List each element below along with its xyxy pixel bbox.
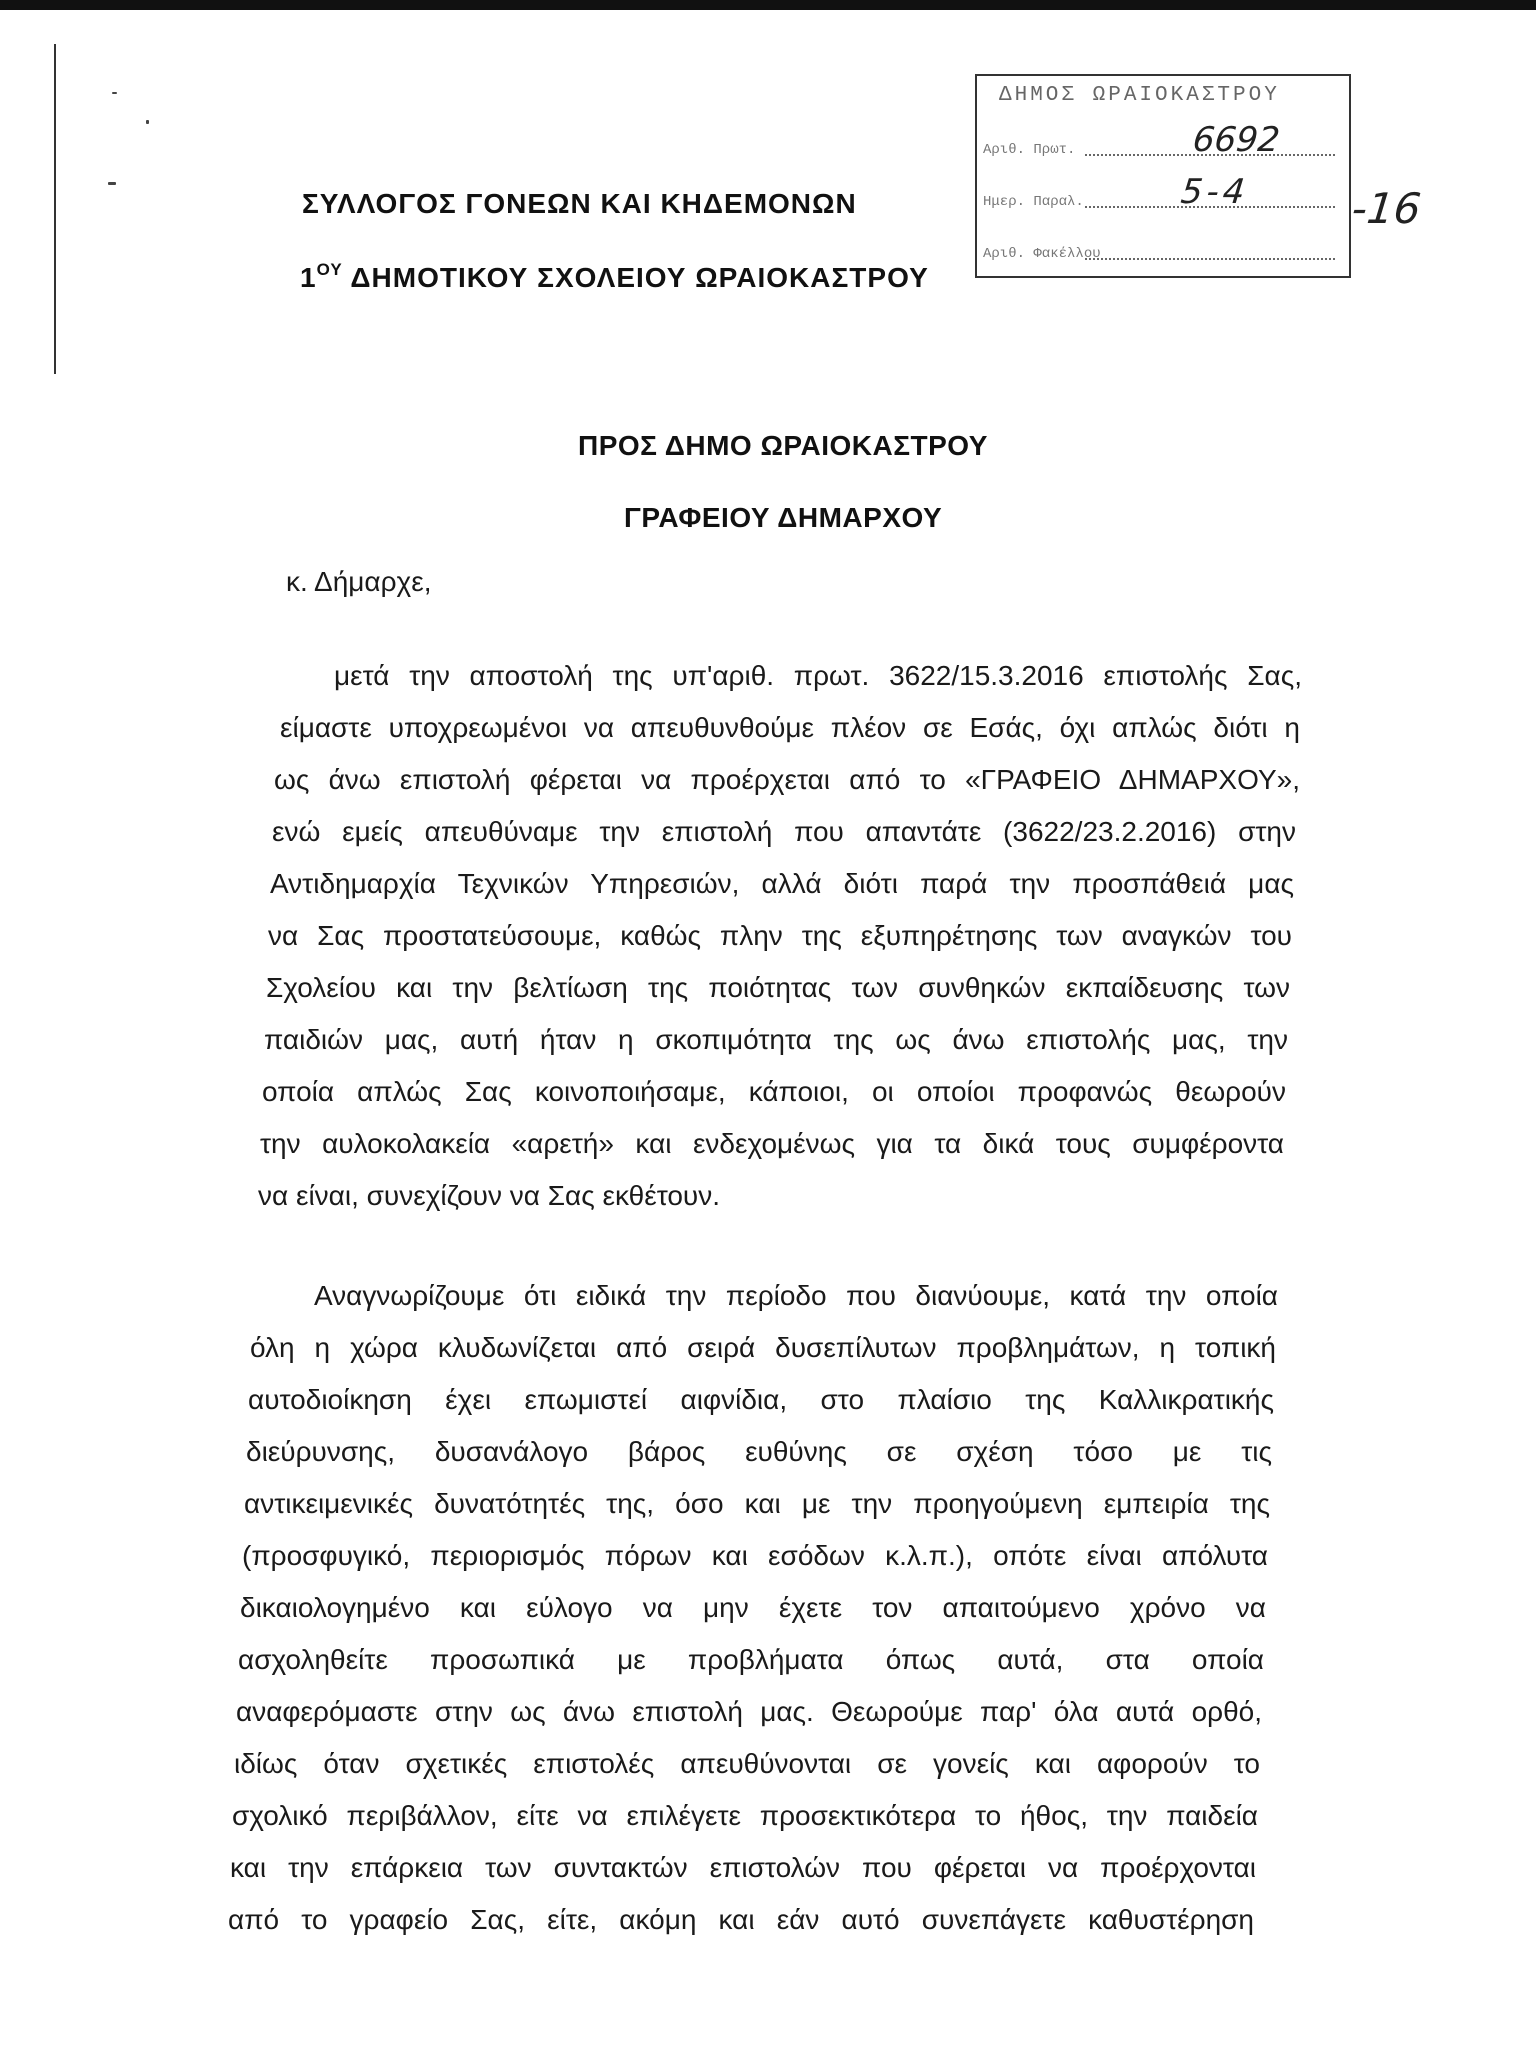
paragraph2-line: δικαιολογημένο και εύλογο να μην έχετε τον απαιτούμενο χρόνο να: [240, 1592, 1266, 1623]
sender-school: [300, 262, 929, 294]
salutation: κ. Δήμαρχε,: [286, 566, 432, 597]
paragraph2-line: σχολικό περιβάλλον, είτε να επιλέγετε προσεκτικότερα το ήθος, την παιδεία: [232, 1800, 1258, 1831]
scan-speck: [112, 92, 117, 94]
paragraph1-line: Αντιδημαρχία Τεχνικών Υπηρεσιών, αλλά διότι παρά την προσπάθειά μας: [270, 868, 1294, 899]
paragraph2-line: ιδίως όταν σχετικές επιστολές απευθύνονται σε γονείς και αφορούν το: [234, 1748, 1260, 1779]
sender-school-number: 1: [300, 262, 317, 293]
paragraph2-line: όλη η χώρα κλυδωνίζεται από σειρά δυσεπίλυτων προβλημάτων, η τοπική: [250, 1332, 1276, 1363]
paragraph2-line: και την επάρκεια των συντακτών επιστολών που φέρεται να προέρχονται: [230, 1852, 1256, 1883]
paragraph1-line: να είναι, συνεχίζουν να Σας εκθέτουν.: [258, 1180, 721, 1211]
paragraph2-line: αναφερόμαστε στην ως άνω επιστολή μας. Θεωρούμε παρ' όλα αυτά ορθό,: [236, 1696, 1262, 1727]
paragraph1-line: μετά την αποστολή της υπ'αριθ. πρωτ. 3622/15.3.2016 επιστολής Σας,: [334, 660, 1302, 691]
paragraph1-line: οποία απλώς Σας κοινοποιήσαμε, κάποιοι, οι οποίοι προφανώς θεωρούν: [262, 1076, 1286, 1107]
recipient-municipality: ΠΡΟΣ ΔΗΜΟ ΩΡΑΙΟΚΑΣΤΡΟΥ: [578, 430, 988, 461]
paragraph1-line: την αυλοκολακεία «αρετή» και ενδεχομένως για τα δικά τους συμφέροντα: [260, 1128, 1284, 1159]
paragraph2-line: Αναγνωρίζουμε ότι ειδικά την περίοδο που διανύουμε, κατά την οποία: [314, 1280, 1278, 1311]
stamp-protocol-number: 6692: [1190, 120, 1282, 160]
stamp-date-row: [981, 172, 1345, 214]
scan-speck: [146, 120, 149, 124]
scan-margin-line: [54, 44, 56, 374]
paragraph1-line: είμαστε υποχρεωμένοι να απευθυνθούμε πλέον σε Εσάς, όχι απλώς διότι η: [280, 712, 1300, 743]
stamp-protocol-label: Αριθ. Πρωτ.: [983, 142, 1076, 158]
stamp-date-value: 5-4: [1178, 172, 1251, 212]
stamp-protocol-row: [981, 120, 1345, 162]
paragraph1-line: Σχολείου και την βελτίωση της ποιότητας των συνθηκών εκπαίδευσης των: [266, 972, 1290, 1003]
registration-stamp: [975, 74, 1351, 278]
stamp-folder-row: [981, 236, 1345, 266]
paragraph1-line: ως άνω επιστολή φέρεται να προέρχεται από το «ΓΡΑΦΕΙΟ ΔΗΜΑΡΧΟΥ»,: [274, 764, 1300, 795]
paragraph2-line: αυτοδιοίκηση έχει επωμιστεί αιφνίδια, στο πλαίσιο της Καλλικρατικής: [248, 1384, 1274, 1415]
scan-top-edge: [0, 0, 1536, 10]
paragraph1-line: παιδιών μας, αυτή ήταν η σκοπιμότητα της ως άνω επιστολής μας, την: [264, 1024, 1288, 1055]
sender-school-superscript: ΟΥ: [316, 260, 343, 279]
paragraph1-line: να Σας προστατεύσουμε, καθώς πλην της εξυπηρέτησης των αναγκών του: [268, 920, 1292, 951]
stamp-date-label: Ημερ. Παραλ.: [983, 194, 1084, 210]
paragraph2-line: ασχοληθείτε προσωπικά με προβλήματα όπως αυτά, στα οποία: [238, 1644, 1264, 1675]
paragraph1-line: ενώ εμείς απευθύναμε την επιστολή που απαντάτε (3622/23.2.2016) στην: [272, 816, 1296, 847]
recipient-office: ΓΡΑΦΕΙΟΥ ΔΗΜΑΡΧΟΥ: [624, 502, 943, 533]
stamp-folder-label: Αριθ. Φακέλλου: [983, 246, 1101, 262]
sender-name: ΣΥΛΛΟΓΟΣ ΓΟΝΕΩΝ ΚΑΙ ΚΗΔΕΜΟΝΩΝ: [302, 188, 857, 219]
paragraph2-line: (προσφυγικό, περιορισμός πόρων και εσόδων κ.λ.π.), οπότε είναι απόλυτα: [242, 1540, 1268, 1571]
stamp-title: ΔΗΜΟΣ ΩΡΑΙΟΚΑΣΤΡΟΥ: [999, 84, 1280, 107]
paragraph2-line: αντικειμενικές δυνατότητές της, όσο και με την προηγούμενη εμπειρία της: [244, 1488, 1270, 1519]
sender-school-name: ΔΗΜΟΤΙΚΟΥ ΣΧΟΛΕΙΟΥ ΩΡΑΙΟΚΑΣΤΡΟΥ: [342, 262, 929, 293]
scan-speck: [108, 182, 116, 185]
paragraph2-line: διεύρυνσης, δυσανάλογο βάρος ευθύνης σε σχέση τόσο με τις: [246, 1436, 1272, 1467]
stamp-date-year: -16: [1349, 184, 1424, 233]
stamp-dotted-line: [1085, 258, 1335, 260]
paragraph2-line: από το γραφείο Σας, είτε, ακόμη και εάν αυτό συνεπάγετε καθυστέρηση: [228, 1904, 1254, 1935]
